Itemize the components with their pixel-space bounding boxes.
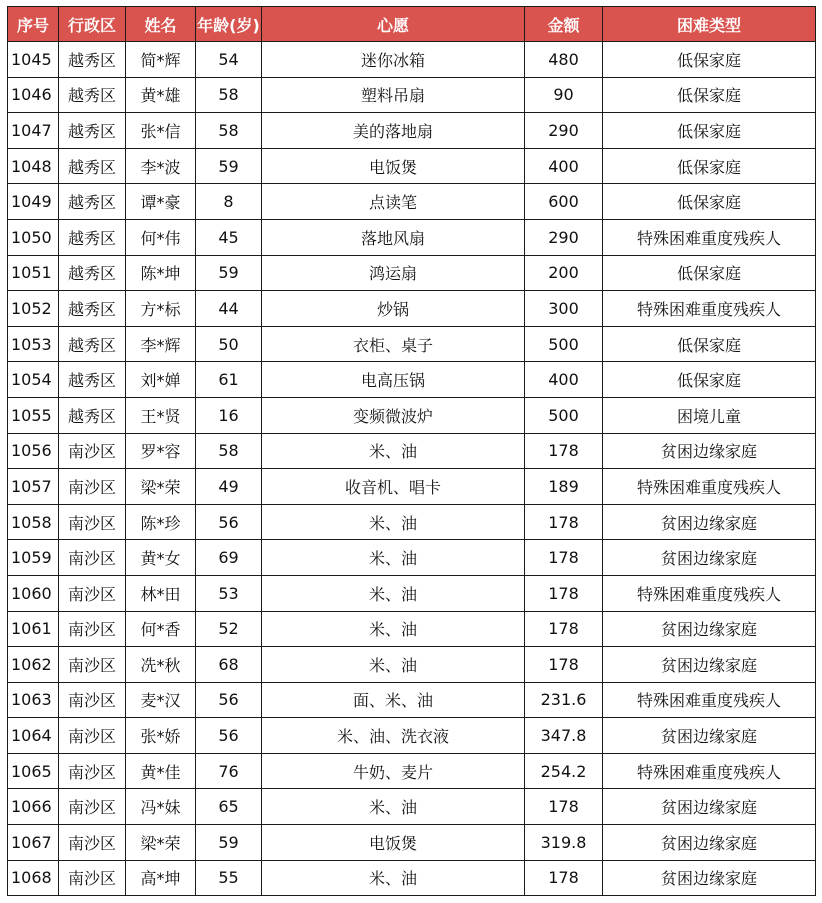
- cell-hardship-type: 特殊困难重度残疾人: [603, 575, 816, 611]
- cell-age: 49: [196, 469, 262, 505]
- cell-amount: 90: [525, 77, 603, 113]
- cell-amount: 600: [525, 184, 603, 220]
- wish-table: [7, 6, 816, 896]
- cell-amount: 189: [525, 469, 603, 505]
- cell-district: 南沙区: [59, 611, 126, 647]
- cell-name: 黄*雄: [126, 77, 196, 113]
- cell-amount: 290: [525, 219, 603, 255]
- cell-hardship-type: 低保家庭: [603, 326, 816, 362]
- table-row: [8, 469, 816, 505]
- table-row: [8, 255, 816, 291]
- cell-age: 52: [196, 611, 262, 647]
- header-serial-number: 序号: [8, 7, 59, 42]
- cell-wish: 落地风扇: [262, 219, 525, 255]
- cell-serial-number: 1048: [8, 148, 59, 184]
- cell-name: 王*贤: [126, 397, 196, 433]
- cell-name: 谭*豪: [126, 184, 196, 220]
- cell-wish: 面、米、油: [262, 682, 525, 718]
- table-row: [8, 611, 816, 647]
- cell-amount: 254.2: [525, 753, 603, 789]
- cell-district: 南沙区: [59, 753, 126, 789]
- cell-amount: 347.8: [525, 718, 603, 754]
- cell-amount: 290: [525, 113, 603, 149]
- table-row: [8, 219, 816, 255]
- cell-serial-number: 1062: [8, 647, 59, 683]
- cell-hardship-type: 贫困边缘家庭: [603, 611, 816, 647]
- cell-hardship-type: 贫困边缘家庭: [603, 825, 816, 861]
- cell-amount: 178: [525, 504, 603, 540]
- table-row: [8, 291, 816, 327]
- cell-serial-number: 1059: [8, 540, 59, 576]
- cell-serial-number: 1051: [8, 255, 59, 291]
- table-row: [8, 42, 816, 78]
- cell-hardship-type: 贫困边缘家庭: [603, 860, 816, 896]
- cell-district: 南沙区: [59, 504, 126, 540]
- cell-name: 梁*荣: [126, 469, 196, 505]
- cell-district: 南沙区: [59, 789, 126, 825]
- cell-wish: 点读笔: [262, 184, 525, 220]
- header-age: 年龄(岁): [196, 7, 262, 42]
- cell-district: 南沙区: [59, 469, 126, 505]
- cell-amount: 231.6: [525, 682, 603, 718]
- cell-name: 林*田: [126, 575, 196, 611]
- cell-district: 越秀区: [59, 255, 126, 291]
- table-row: [8, 113, 816, 149]
- cell-district: 越秀区: [59, 113, 126, 149]
- cell-serial-number: 1054: [8, 362, 59, 398]
- cell-hardship-type: 低保家庭: [603, 255, 816, 291]
- table-row: [8, 860, 816, 896]
- cell-hardship-type: 贫困边缘家庭: [603, 504, 816, 540]
- table-row: [8, 825, 816, 861]
- cell-age: 59: [196, 255, 262, 291]
- cell-age: 45: [196, 219, 262, 255]
- cell-name: 刘*婵: [126, 362, 196, 398]
- cell-age: 16: [196, 397, 262, 433]
- cell-hardship-type: 贫困边缘家庭: [603, 718, 816, 754]
- cell-age: 61: [196, 362, 262, 398]
- cell-district: 南沙区: [59, 575, 126, 611]
- table-row: [8, 718, 816, 754]
- cell-wish: 电饭煲: [262, 825, 525, 861]
- cell-name: 何*香: [126, 611, 196, 647]
- cell-age: 58: [196, 77, 262, 113]
- cell-hardship-type: 特殊困难重度残疾人: [603, 682, 816, 718]
- cell-district: 越秀区: [59, 291, 126, 327]
- cell-district: 越秀区: [59, 42, 126, 78]
- cell-name: 何*伟: [126, 219, 196, 255]
- cell-age: 56: [196, 504, 262, 540]
- table-row: [8, 540, 816, 576]
- cell-name: 方*标: [126, 291, 196, 327]
- table-row: [8, 326, 816, 362]
- table-row: [8, 148, 816, 184]
- header-name: 姓名: [126, 7, 196, 42]
- cell-amount: 178: [525, 540, 603, 576]
- cell-name: 罗*容: [126, 433, 196, 469]
- cell-hardship-type: 特殊困难重度残疾人: [603, 469, 816, 505]
- cell-name: 黄*佳: [126, 753, 196, 789]
- cell-name: 李*波: [126, 148, 196, 184]
- cell-district: 南沙区: [59, 682, 126, 718]
- cell-serial-number: 1068: [8, 860, 59, 896]
- table-row: [8, 647, 816, 683]
- cell-amount: 400: [525, 362, 603, 398]
- header-row: [8, 7, 816, 42]
- cell-hardship-type: 特殊困难重度残疾人: [603, 291, 816, 327]
- cell-serial-number: 1055: [8, 397, 59, 433]
- cell-wish: 塑料吊扇: [262, 77, 525, 113]
- cell-serial-number: 1045: [8, 42, 59, 78]
- cell-wish: 米、油: [262, 611, 525, 647]
- cell-serial-number: 1053: [8, 326, 59, 362]
- cell-wish: 米、油: [262, 575, 525, 611]
- cell-district: 南沙区: [59, 860, 126, 896]
- cell-district: 南沙区: [59, 718, 126, 754]
- cell-name: 冼*秋: [126, 647, 196, 683]
- cell-name: 高*坤: [126, 860, 196, 896]
- table-row: [8, 682, 816, 718]
- cell-age: 68: [196, 647, 262, 683]
- cell-age: 69: [196, 540, 262, 576]
- cell-serial-number: 1058: [8, 504, 59, 540]
- cell-name: 简*辉: [126, 42, 196, 78]
- cell-age: 56: [196, 682, 262, 718]
- cell-wish: 美的落地扇: [262, 113, 525, 149]
- cell-serial-number: 1060: [8, 575, 59, 611]
- cell-age: 59: [196, 148, 262, 184]
- cell-amount: 178: [525, 575, 603, 611]
- cell-district: 越秀区: [59, 184, 126, 220]
- cell-age: 44: [196, 291, 262, 327]
- cell-age: 58: [196, 113, 262, 149]
- cell-age: 56: [196, 718, 262, 754]
- table-body: [8, 42, 816, 896]
- cell-amount: 480: [525, 42, 603, 78]
- cell-serial-number: 1046: [8, 77, 59, 113]
- cell-wish: 迷你冰箱: [262, 42, 525, 78]
- cell-district: 南沙区: [59, 647, 126, 683]
- cell-hardship-type: 低保家庭: [603, 148, 816, 184]
- cell-wish: 电饭煲: [262, 148, 525, 184]
- cell-age: 53: [196, 575, 262, 611]
- cell-district: 南沙区: [59, 540, 126, 576]
- cell-age: 50: [196, 326, 262, 362]
- cell-amount: 400: [525, 148, 603, 184]
- table-row: [8, 575, 816, 611]
- cell-hardship-type: 贫困边缘家庭: [603, 433, 816, 469]
- table-row: [8, 753, 816, 789]
- cell-serial-number: 1050: [8, 219, 59, 255]
- cell-district: 南沙区: [59, 433, 126, 469]
- cell-name: 张*娇: [126, 718, 196, 754]
- cell-amount: 200: [525, 255, 603, 291]
- cell-serial-number: 1064: [8, 718, 59, 754]
- cell-serial-number: 1066: [8, 789, 59, 825]
- cell-wish: 收音机、唱卡: [262, 469, 525, 505]
- cell-age: 65: [196, 789, 262, 825]
- header-hardship-type: 困难类型: [603, 7, 816, 42]
- cell-district: 越秀区: [59, 219, 126, 255]
- cell-wish: 米、油: [262, 504, 525, 540]
- table-row: [8, 433, 816, 469]
- cell-amount: 500: [525, 326, 603, 362]
- header-wish: 心愿: [262, 7, 525, 42]
- cell-district: 越秀区: [59, 397, 126, 433]
- cell-name: 张*信: [126, 113, 196, 149]
- cell-name: 陈*珍: [126, 504, 196, 540]
- cell-serial-number: 1067: [8, 825, 59, 861]
- cell-age: 55: [196, 860, 262, 896]
- cell-hardship-type: 特殊困难重度残疾人: [603, 753, 816, 789]
- cell-name: 陈*坤: [126, 255, 196, 291]
- table-row: [8, 789, 816, 825]
- cell-amount: 178: [525, 433, 603, 469]
- cell-hardship-type: 低保家庭: [603, 113, 816, 149]
- cell-serial-number: 1065: [8, 753, 59, 789]
- cell-hardship-type: 贫困边缘家庭: [603, 789, 816, 825]
- cell-name: 黄*女: [126, 540, 196, 576]
- cell-amount: 319.8: [525, 825, 603, 861]
- cell-wish: 米、油、洗衣液: [262, 718, 525, 754]
- cell-wish: 炒锅: [262, 291, 525, 327]
- cell-name: 李*辉: [126, 326, 196, 362]
- cell-wish: 米、油: [262, 433, 525, 469]
- cell-serial-number: 1052: [8, 291, 59, 327]
- cell-serial-number: 1047: [8, 113, 59, 149]
- cell-district: 越秀区: [59, 362, 126, 398]
- cell-wish: 衣柜、桌子: [262, 326, 525, 362]
- cell-wish: 米、油: [262, 647, 525, 683]
- cell-age: 76: [196, 753, 262, 789]
- table-header: [8, 7, 816, 42]
- cell-amount: 178: [525, 611, 603, 647]
- cell-serial-number: 1061: [8, 611, 59, 647]
- cell-hardship-type: 困境儿童: [603, 397, 816, 433]
- cell-hardship-type: 贫困边缘家庭: [603, 540, 816, 576]
- cell-serial-number: 1049: [8, 184, 59, 220]
- cell-district: 越秀区: [59, 77, 126, 113]
- cell-district: 越秀区: [59, 148, 126, 184]
- cell-wish: 变频微波炉: [262, 397, 525, 433]
- cell-serial-number: 1056: [8, 433, 59, 469]
- table-row: [8, 362, 816, 398]
- table-row: [8, 397, 816, 433]
- table-row: [8, 184, 816, 220]
- cell-hardship-type: 低保家庭: [603, 184, 816, 220]
- cell-hardship-type: 特殊困难重度残疾人: [603, 219, 816, 255]
- cell-amount: 178: [525, 647, 603, 683]
- cell-wish: 牛奶、麦片: [262, 753, 525, 789]
- cell-name: 麦*汉: [126, 682, 196, 718]
- cell-serial-number: 1057: [8, 469, 59, 505]
- cell-name: 梁*荣: [126, 825, 196, 861]
- cell-district: 越秀区: [59, 326, 126, 362]
- cell-wish: 鸿运扇: [262, 255, 525, 291]
- cell-age: 58: [196, 433, 262, 469]
- header-district: 行政区: [59, 7, 126, 42]
- cell-amount: 500: [525, 397, 603, 433]
- cell-age: 54: [196, 42, 262, 78]
- cell-district: 南沙区: [59, 825, 126, 861]
- cell-wish: 米、油: [262, 540, 525, 576]
- header-amount: 金额: [525, 7, 603, 42]
- table-row: [8, 77, 816, 113]
- cell-amount: 300: [525, 291, 603, 327]
- cell-wish: 米、油: [262, 789, 525, 825]
- cell-serial-number: 1063: [8, 682, 59, 718]
- cell-amount: 178: [525, 789, 603, 825]
- cell-name: 冯*妹: [126, 789, 196, 825]
- cell-hardship-type: 低保家庭: [603, 77, 816, 113]
- table-row: [8, 504, 816, 540]
- cell-age: 59: [196, 825, 262, 861]
- cell-hardship-type: 低保家庭: [603, 362, 816, 398]
- cell-hardship-type: 低保家庭: [603, 42, 816, 78]
- cell-wish: 电高压锅: [262, 362, 525, 398]
- cell-age: 8: [196, 184, 262, 220]
- cell-wish: 米、油: [262, 860, 525, 896]
- cell-amount: 178: [525, 860, 603, 896]
- cell-hardship-type: 贫困边缘家庭: [603, 647, 816, 683]
